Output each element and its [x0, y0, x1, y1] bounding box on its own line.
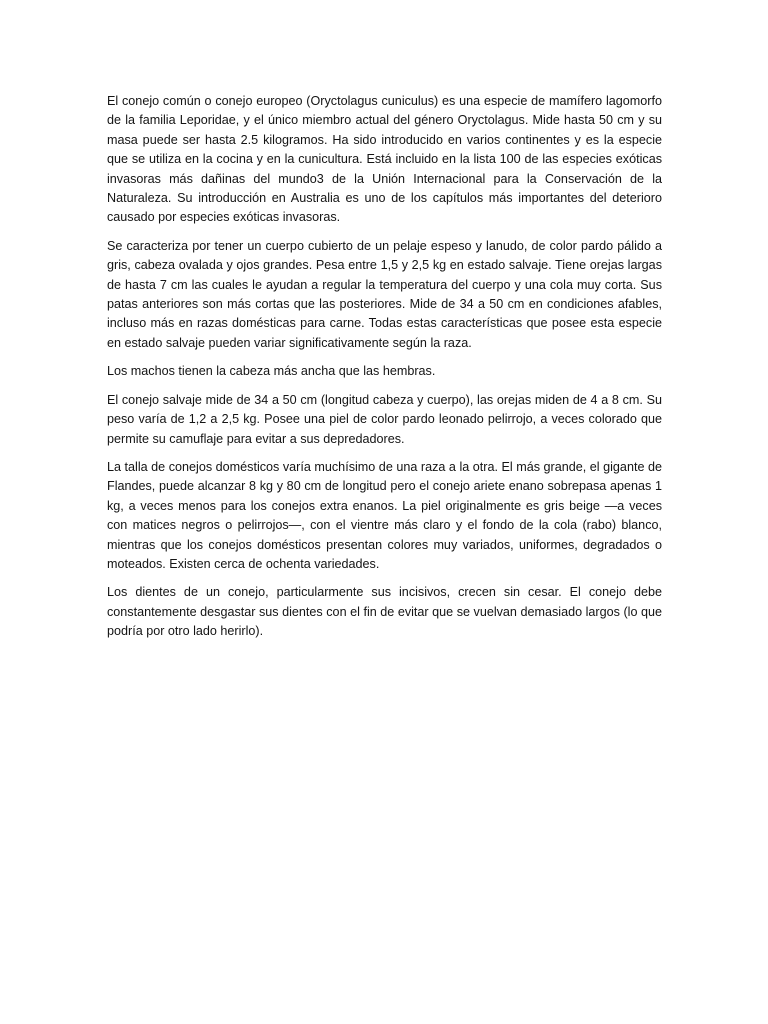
paragraph-4: El conejo salvaje mide de 34 a 50 cm (longitud cabeza y cuerpo), las orejas miden de 4 a 8 cm. Su peso varía de 1,2 a 2,5 kg. Posee una piel de color pardo leonado pelirrojo, a veces colorado que permite su camuflaje para evitar a sus depredadores.	[107, 392, 662, 446]
paragraph-3: Los machos tienen la cabeza más ancha que las hembras.	[107, 364, 436, 379]
paragraph-5: La talla de conejos domésticos varía muchísimo de una raza a la otra. El más grande, el gigante de Flandes, puede alcanzar 8 kg y 80 cm de longitud pero el conejo ariete enano sobrepasa apenas 1 kg, a veces menos para los conejos extra enanos. La piel originalmente es gris beige —a veces con matices negros o pelirrojos—, con el vientre más claro y el fondo de la cola (rabo) blanco, mientras que los conejos domésticos presentan colores muy variados, uniformes, degradados o moteados. Existen cerca de ochenta variedades.	[107, 459, 662, 571]
paragraph-1: El conejo común o conejo europeo (Oryctolagus cuniculus) es una especie de mamífero lagomorfo de la familia Leporidae, y el único miembro actual del género Oryctolagus. Mide hasta 50 cm y su masa puede ser hasta 2.5 kilogramos. Ha sido introducido en varios continentes y es la especie que se utiliza en la cocina y en la cunicultura. Está incluido en la lista 100 de las especies exóticas invasoras más dañinas del mundo3 de la Unión Internacional para la Conservación de la Naturaleza. Su introducción en Australia es uno de los capítulos más importantes del deterioro causado por especies exóticas invasoras.	[107, 94, 662, 225]
document-body	[107, 92, 662, 651]
paragraph-6: Los dientes de un conejo, particularmente sus incisivos, crecen sin cesar. El conejo debe constantemente desgastar sus dientes con el fin de evitar que se vuelvan demasiado largos (lo que podría por otro lado herirlo).	[107, 585, 662, 639]
paragraph-2: Se caracteriza por tener un cuerpo cubierto de un pelaje espeso y lanudo, de color pardo pálido a gris, cabeza ovalada y ojos grandes. Pesa entre 1,5 y 2,5 kg en estado salvaje. Tiene orejas largas de hasta 7 cm las cuales le ayudan a regular la temperatura del cuerpo y una cola muy corta. Sus patas anteriores son más cortas que las posteriores. Mide de 34 a 50 cm en condiciones afables, incluso más en razas domésticas para carne. Todas estas características que posee esta especie en estado salvaje pueden variar significativamente según la raza.	[107, 238, 662, 350]
